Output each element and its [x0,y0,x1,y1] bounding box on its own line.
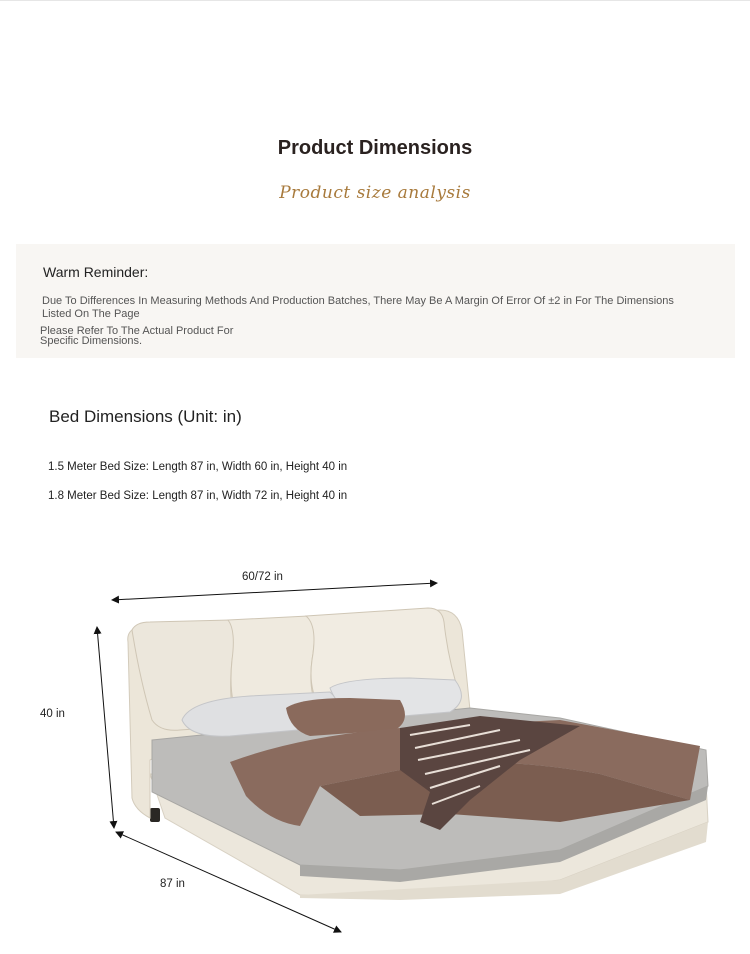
top-divider [0,0,750,1]
reminder-text-secondary: Please Refer To The Actual Product For Specific Dimensions. [40,325,234,347]
bed-dimensions-title: Bed Dimensions (Unit: in) [49,407,242,426]
bed-dimension-figure [0,560,750,954]
reminder-text: Due To Differences In Measuring Methods And Production Batches, There May Be A Margin Of Error Of ±2 in For The Dimensions Listed On The Page [42,295,674,320]
size-line-1-8m: 1.8 Meter Bed Size: Length 87 in, Width 72 in, Height 40 in [48,490,348,502]
bed-leg [150,808,160,822]
width-dimension-line [112,583,437,600]
page-subtitle: Product size analysis [279,183,471,203]
height-dimension-line [97,627,114,828]
size-line-1-5m: 1.5 Meter Bed Size: Length 87 in, Width 60 in, Height 40 in [48,461,348,473]
page-title: Product Dimensions [277,137,473,159]
width-label: 60/72 in [242,571,283,583]
warm-reminder-box [16,244,735,358]
bed-illustration [0,560,750,954]
height-label: 40 in [40,708,65,720]
reminder-title: Warm Reminder: [43,264,149,280]
length-label: 87 in [160,878,185,890]
